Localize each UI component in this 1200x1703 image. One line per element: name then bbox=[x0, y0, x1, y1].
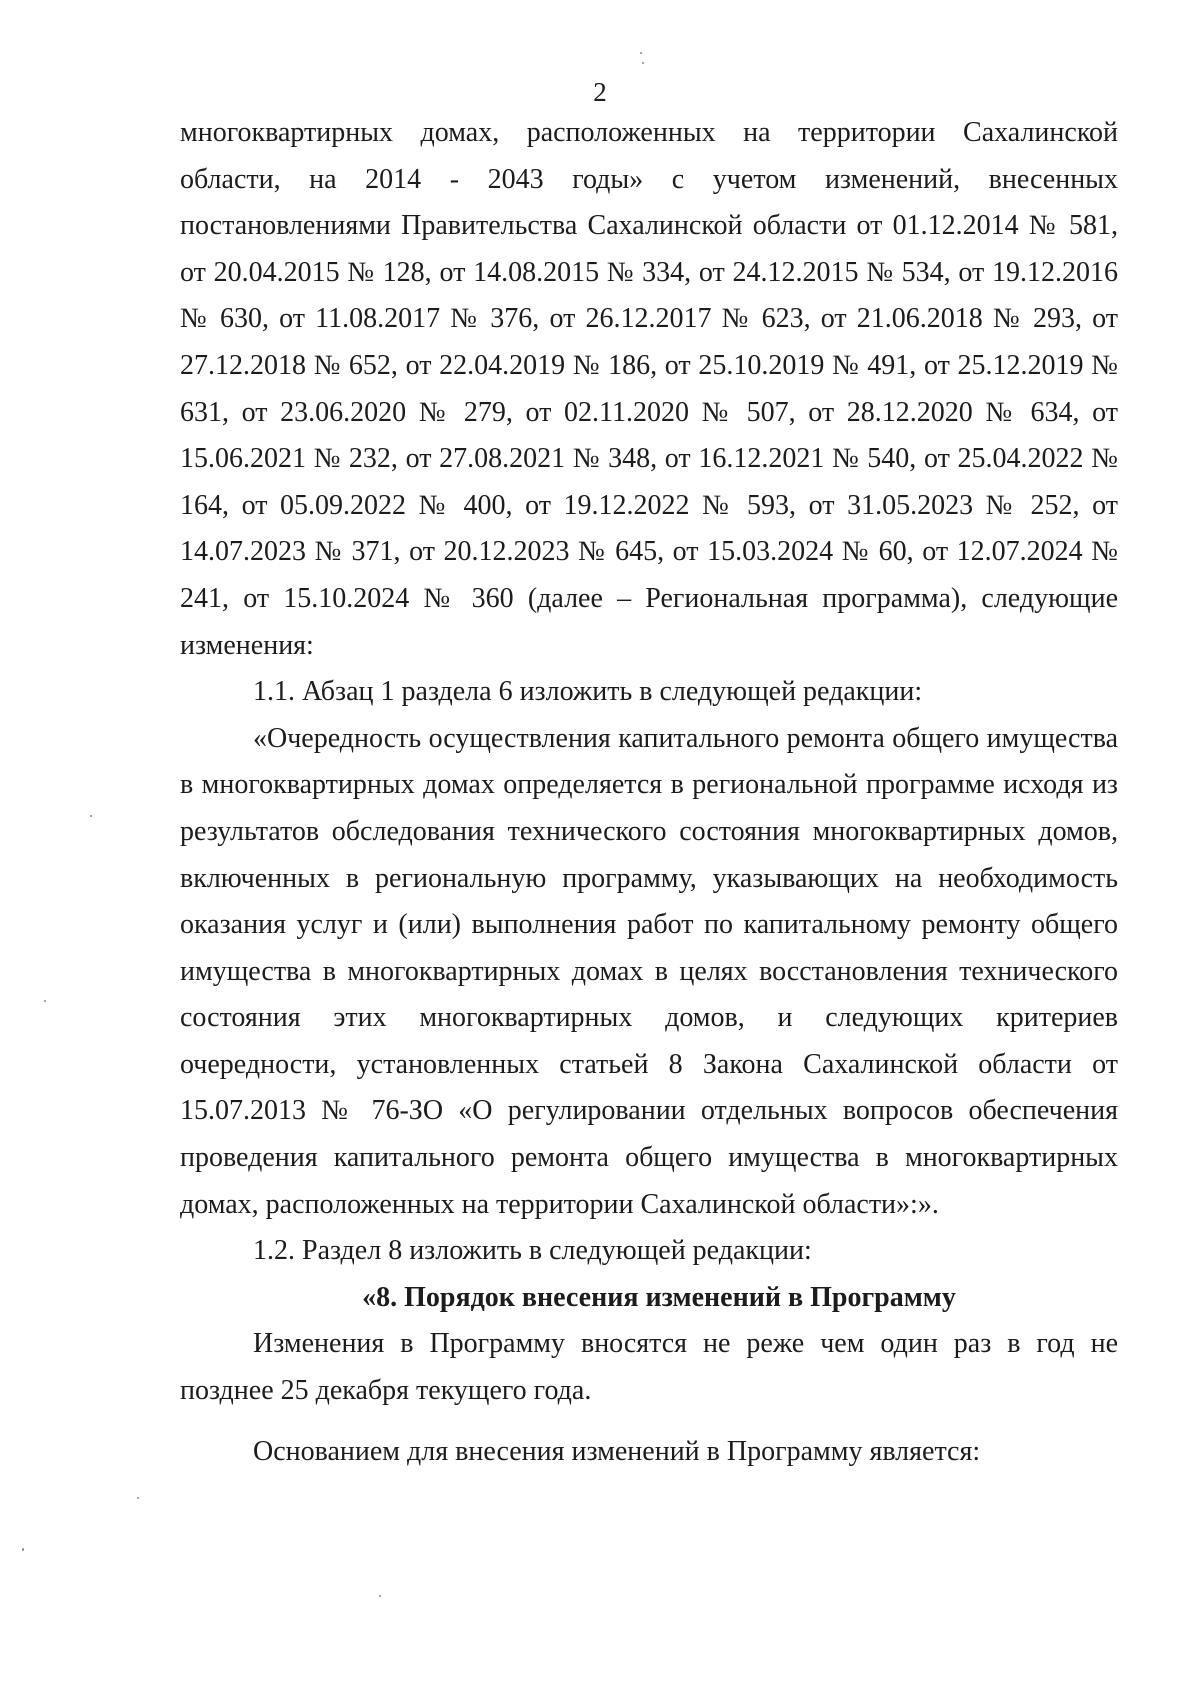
scan-speck bbox=[640, 52, 642, 54]
paragraph-basis: Основанием для внесения изменений в Программу является: bbox=[253, 1435, 981, 1467]
scan-speck bbox=[379, 1595, 381, 1597]
document-body bbox=[180, 110, 1118, 1475]
page-number: 2 bbox=[593, 77, 607, 107]
scan-speck bbox=[642, 62, 644, 64]
paragraph-item-1-2: 1.2. Раздел 8 изложить в следующей редакции: bbox=[253, 1235, 812, 1267]
section-8-heading: «8. Порядок внесения изменений в Программу bbox=[362, 1281, 956, 1313]
paragraph-amendment-list: многоквартирных домах, расположенных на территории Сахалинской области, на 2014 - 2043 годы» с учетом изменений, внесенных постановлениями Правительства Сахалинской области от 01.12.2014 № 581, от 20.04.2015 № 128, от 14.08.2015 № 334, от 24.12.2015 № 534, от 19.12.2016 № 630, от 11.08.2017 № 376, от 26.12.2017 № 623, от 21.06.2018 № 293, от 27.12.2018 № 652, от 22.04.2019 № 186, от 25.10.2019 № 491, от 25.12.2019 № 631, от 23.06.2020 № 279, от 02.11.2020 № 507, от 28.12.2020 № 634, от 15.06.2021 № 232, от 27.08.2021 № 348, от 16.12.2021 № 540, от 25.04.2022 № 164, от 05.09.2022 № 400, от 19.12.2022 № 593, от 31.05.2023 № 252, от 14.07.2023 № 371, от 20.12.2023 № 645, от 15.03.2024 № 60, от 12.07.2024 № 241, от 15.10.2024 № 360 (далее – Региональная программа), следующие изменения: bbox=[180, 117, 1118, 661]
paragraph-gap bbox=[180, 1415, 1118, 1429]
paragraph-section-6-text: «Очередность осуществления капитального ремонта общего имущества в многоквартирных домах определяется в региональной программе исходя из результатов обследования технического состояния многоквартирных домов, включенных в региональную программу, указывающих на необходимость оказания услуг и (или) выполнения работ по капитальному ремонту общего имущества в многоквартирных домах в целях восстановления технического состояния этих многоквартирных домов, и следующих критериев очередности, установленных статьей 8 Закона Сахалинской области от 15.07.2013 № 76-ЗО «О регулировании отдельных вопросов обеспечения проведения капитального ремонта общего имущества в многоквартирных домах, расположенных на территории Сахалинской области»:». bbox=[180, 722, 1118, 1220]
scan-speck bbox=[90, 815, 92, 817]
paragraph-item-1-1: 1.1. Абзац 1 раздела 6 изложить в следующей редакции: bbox=[253, 676, 923, 708]
scan-speck bbox=[137, 1497, 139, 1499]
scan-speck bbox=[22, 1548, 24, 1551]
paragraph-section-8-text: Изменения в Программу вносятся не реже чем один раз в год не позднее 25 декабря текущего года. bbox=[180, 1328, 1118, 1407]
scan-speck bbox=[44, 1000, 46, 1002]
